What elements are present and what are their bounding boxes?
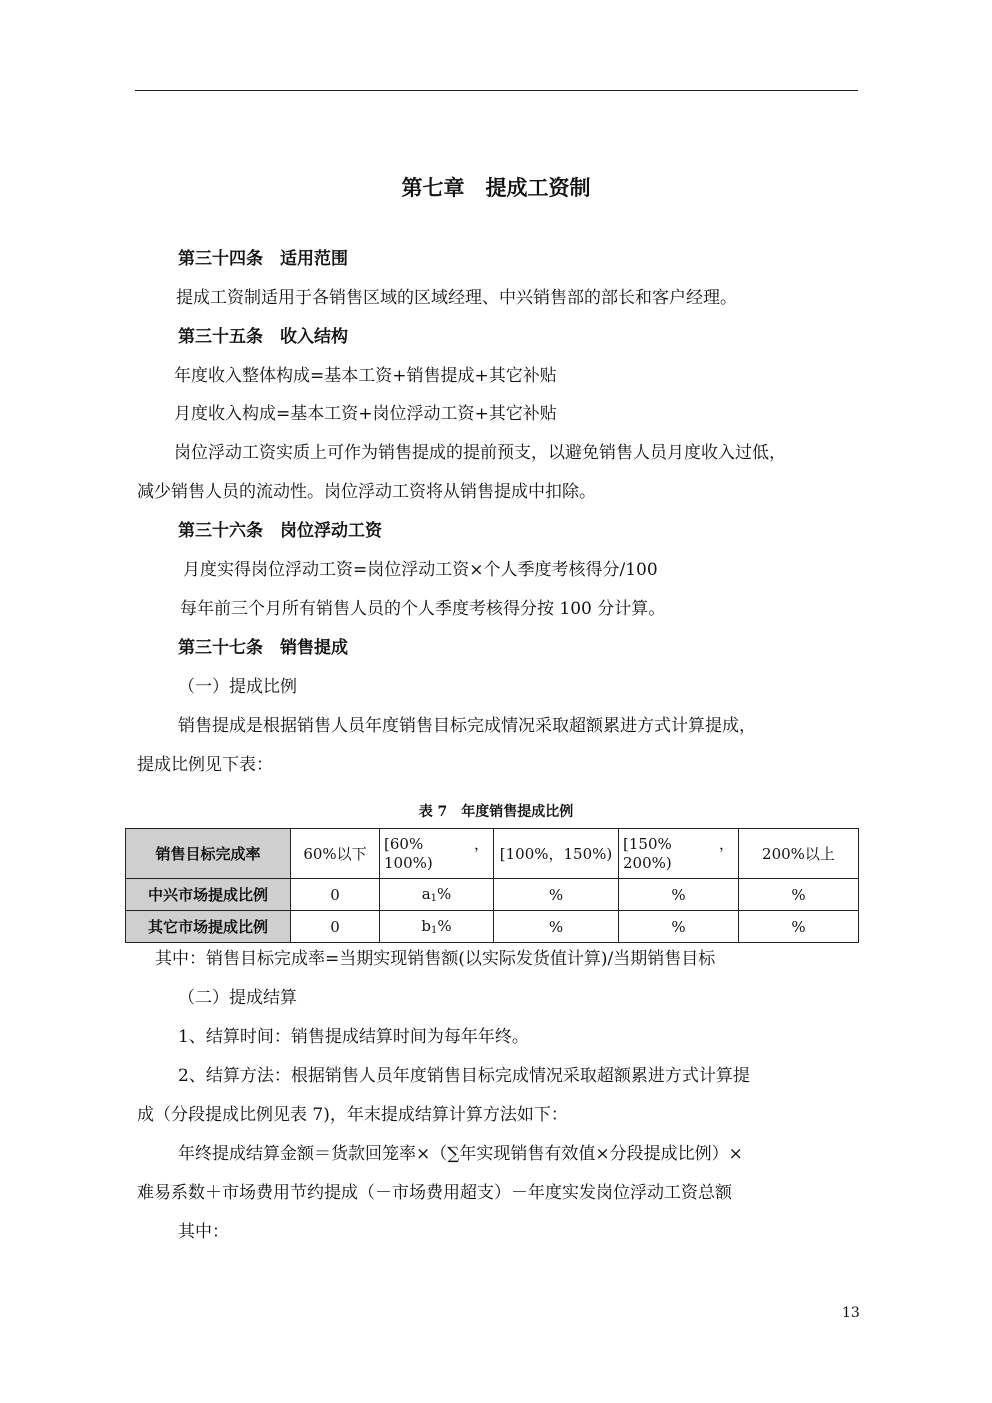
table-cell: $b_1\%$ [380,911,494,943]
paragraph-line: （二）提成结算 [178,988,297,1008]
paragraph-line: 其中：销售目标完成率=当期实现销售额(以实际发货值计算)/当期销售目标 [155,949,716,969]
paragraph-line: 减少销售人员的流动性。岗位浮动工资将从销售提成中扣除。 [137,482,596,502]
row-label: 其它市场提成比例 [126,911,291,943]
paragraph-line: 销售提成是根据销售人员年度销售目标完成情况采取超额累进方式计算提成， [178,716,756,736]
table-header-row [126,829,859,879]
header-60-100: [60% ， 100%) [380,829,494,879]
header-label-cell: 销售目标完成率 [126,829,291,879]
article-heading: 第三十五条 收入结构 [178,327,348,347]
table-cell: % [494,911,619,943]
paragraph-line: 成（分段提成比例见表 7)，年末提成结算计算方法如下： [137,1105,568,1125]
table-cell: $a_1\%$ [380,879,494,911]
table-cell: 0 [291,879,380,911]
table-cell: 0 [291,911,380,943]
table-cell: % [739,911,859,943]
header-rule [135,90,858,91]
paragraph-line: 1、结算时间：销售提成结算时间为每年年终。 [178,1027,529,1047]
paragraph-line: 其中： [178,1222,229,1242]
table-caption: 表 7 年度销售提成比例 [418,804,574,820]
paragraph-line: （一）提成比例 [178,677,297,697]
paragraph-line: 岗位浮动工资实质上可作为销售提成的提前预支，以避免销售人员月度收入过低， [174,443,786,463]
header-60-below: 60%以下 [291,829,380,879]
article-heading: 第三十四条 适用范围 [178,249,348,269]
article-heading: 第三十七条 销售提成 [178,638,348,658]
chapter-title: 第七章 提成工资制 [401,175,591,200]
paragraph-line: 提成比例见下表： [137,755,273,775]
article-heading: 第三十六条 岗位浮动工资 [178,521,382,541]
row-label: 中兴市场提成比例 [126,879,291,911]
paragraph-line: 年度收入整体构成=基本工资+销售提成+其它补贴 [174,366,557,386]
table-cell: % [619,879,739,911]
header-200-above: 200%以上 [739,829,859,879]
paragraph-line: 月度收入构成=基本工资+岗位浮动工资+其它补贴 [174,404,557,424]
paragraph-line: 提成工资制适用于各销售区域的区域经理、中兴销售部的部长和客户经理。 [176,288,737,308]
paragraph-line: 月度实得岗位浮动工资=岗位浮动工资×个人季度考核得分/100 [183,560,658,580]
paragraph-line: 每年前三个月所有销售人员的个人季度考核得分按 100 分计算。 [180,599,666,619]
header-150-200: [150% ， 200%) [619,829,739,879]
paragraph-line: 年终提成结算金额＝货款回笼率×（∑年实现销售有效值×分段提成比例）× [178,1144,743,1164]
table-row [126,879,859,911]
paragraph-line: 难易系数＋市场费用节约提成（－市场费用超支）－年度实发岗位浮动工资总额 [137,1183,732,1203]
table-cell: % [739,879,859,911]
commission-table [125,828,859,943]
table-cell: % [494,879,619,911]
page-number: 13 [842,1305,860,1321]
paragraph-line: 2、结算方法：根据销售人员年度销售目标完成情况采取超额累进方式计算提 [178,1066,750,1086]
header-100-150: [100%，150%) [494,829,619,879]
table-row [126,911,859,943]
table-cell: % [619,911,739,943]
